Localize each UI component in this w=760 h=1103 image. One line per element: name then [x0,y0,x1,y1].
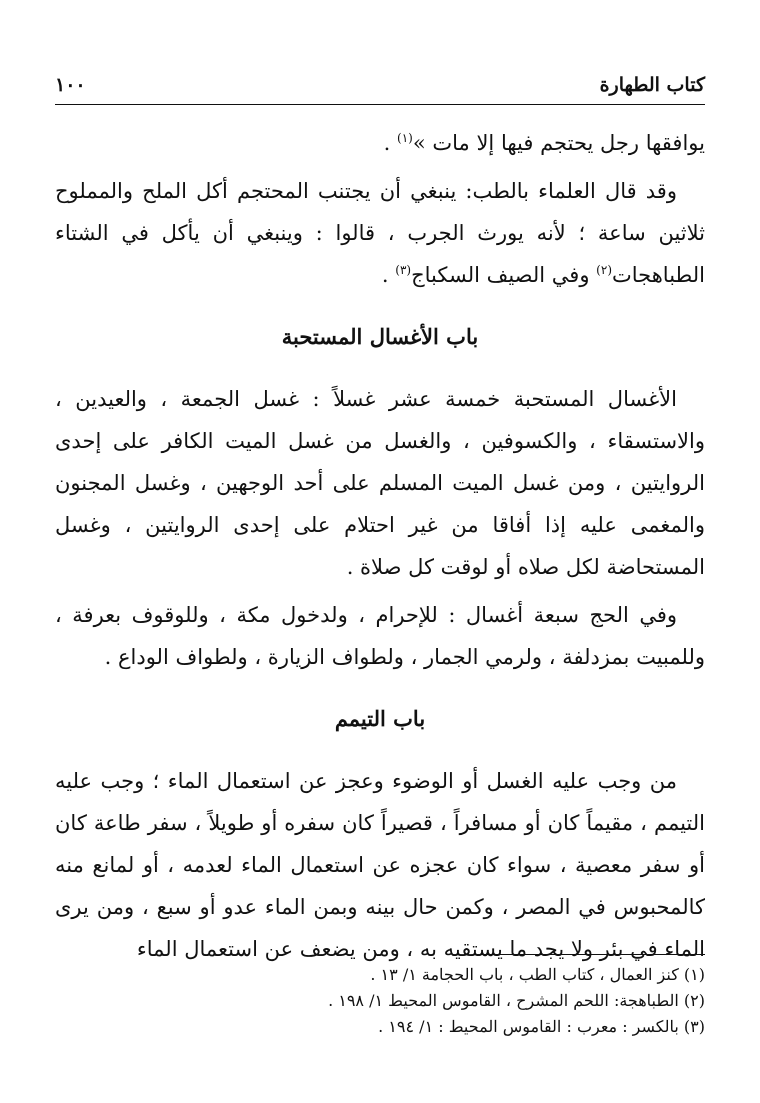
footnotes [55,962,705,1040]
footnote-divider [475,954,705,955]
footnote-ref-2: (٢) [596,263,612,277]
page-number: ١٠٠ [55,74,86,96]
page-header [55,70,705,100]
book-page [55,70,705,1060]
footnote-2: (٢) الطباهجة: اللحم المشرح ، القاموس المحيط ١/ ١٩٨ . [328,991,705,1010]
paragraph-5: من وجب عليه الغسل أو الوضوء وعجز عن استعمال الماء ؛ وجب عليه التيمم ، مقيماً كان أو مسافراً ، قصيراً كان سفره أو طويلاً ، سفر طاعة كان أو سفر معصية ، سواء كان عجزه عن استعمال الماء لعدمه ، أو لمانع منه كالمحبوس في المصر ، وكمن حال بينه وبمن الماء عدو أو سبع ، ومن يرى الماء في بئر ولا يجد ما يستقيه به ، ومن يضعف عن استعمال الماء [55,769,705,961]
footnote-1: (١) كنز العمال ، كتاب الطب ، باب الحجامة ١/ ١٣ . [370,965,705,984]
paragraph-2: وقد قال العلماء بالطب: ينبغي أن يجتنب المحتجم أكل الملح والمملوح ثلاثين ساعة ؛ لأنه يورث الجرب ، قالوا : وينبغي أن يأكل في الشتاء الطباهجات$^{(٢)}$ وفي الصيف السكباج$^{(٣)}$ . [55,179,705,287]
paragraph-4: وفي الحج سبعة أغسال : للإحرام ، ولدخول مكة ، وللوقوف بعرفة ، وللمبيت بمزدلفة ، ولرمي الجمار ، ولطواف الزيارة ، ولطواف الوداع . [55,603,705,669]
paragraph-1: يوافقها رجل يحتجم فيها إلا مات »$^{(١)}$ . [383,131,705,155]
footnote-ref-1: (١) [397,131,413,145]
section-heading-ghusl: باب الأغسال المستحبة [281,324,479,349]
footnote-3: (٣) بالكسر : معرب : القاموس المحيط : ١/ ١٩٤ . [378,1017,705,1036]
paragraph-3: الأغسال المستحبة خمسة عشر غسلاً : غسل الجمعة ، والعيدين ، والاستسقاء ، والكسوفين ، والغسل من غسل الميت الكافر على إحدى الروايتين ، ومن غسل الميت المسلم على أحد الوجهين ، وغسل المجنون والمغمى عليه إذا أفاقا من غير احتلام على إحدى الروايتين ، وغسل المستحاضة لكل صلاه أو لوقت كل صلاة . [55,387,705,579]
page-body [55,122,705,970]
running-title: كتاب الطهارة [599,74,705,96]
header-divider [55,104,705,105]
footnote-ref-3: (٣) [395,263,412,277]
section-heading-tayammum: باب التيمم [334,706,426,731]
